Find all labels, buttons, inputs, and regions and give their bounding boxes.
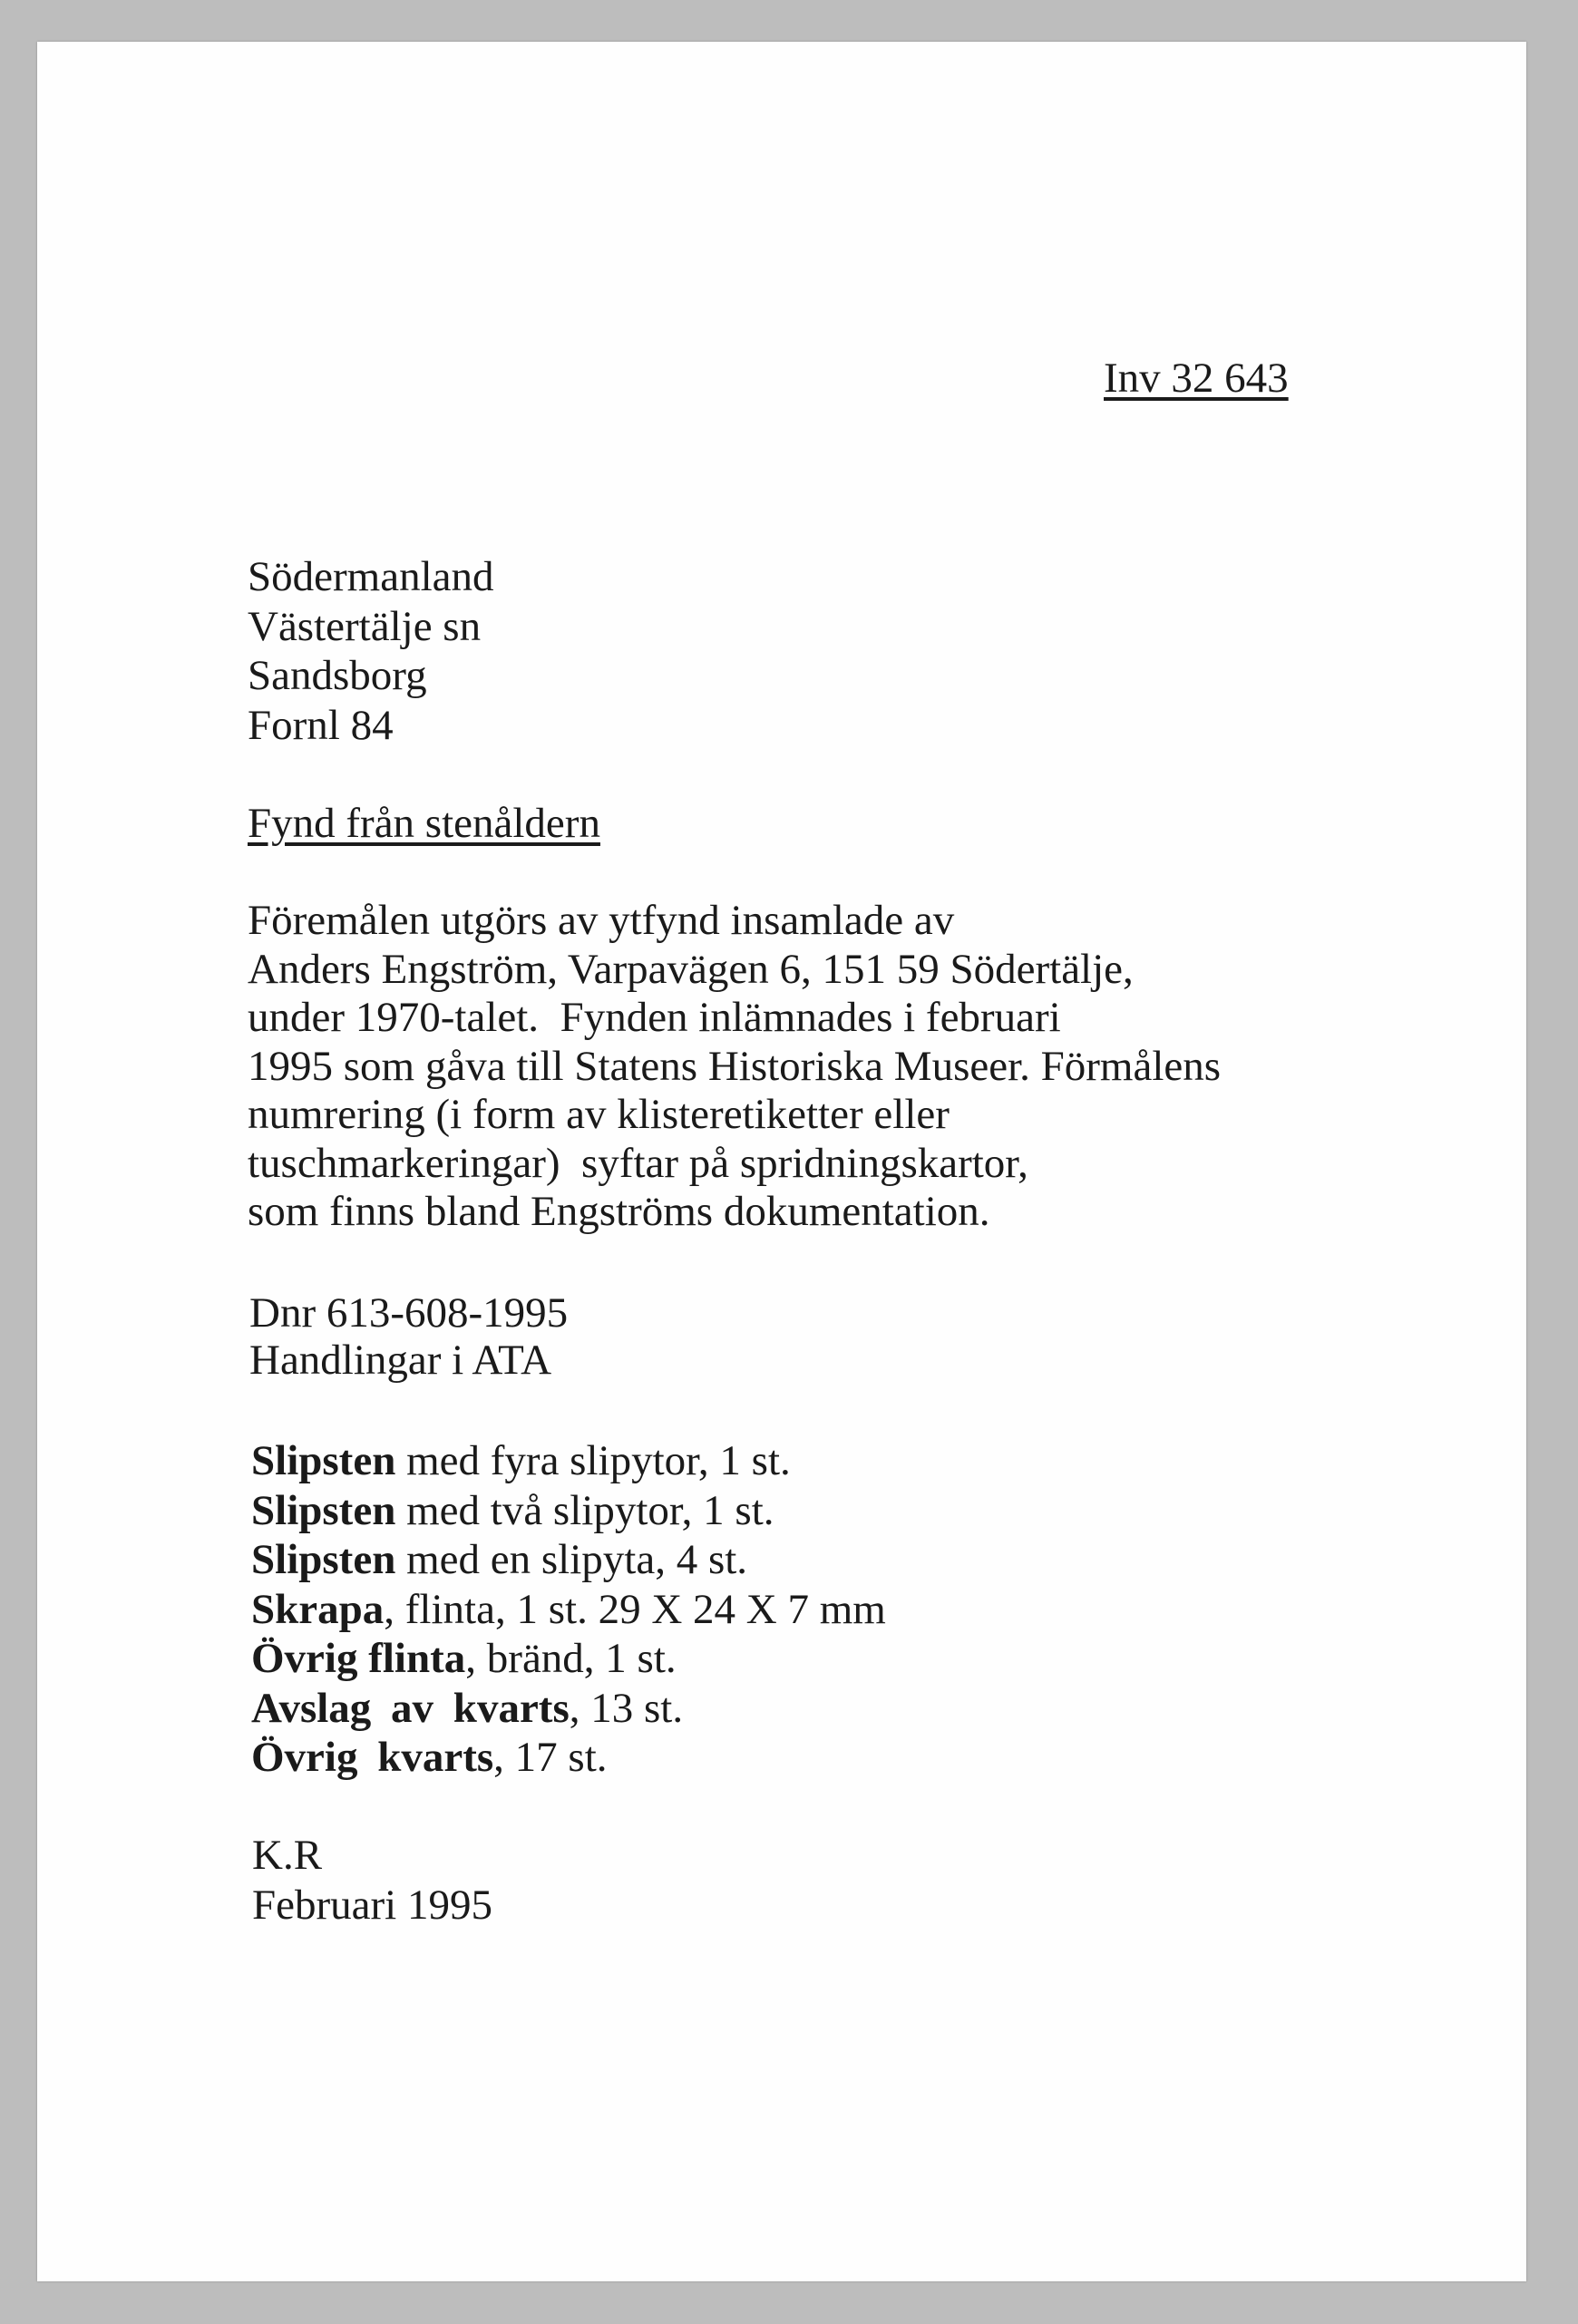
inventory-number: Inv 32 643 xyxy=(1104,355,1289,402)
references-block xyxy=(249,1288,568,1386)
site: Sandsborg xyxy=(248,652,427,699)
list-item: Övrig kvarts, 17 st. xyxy=(251,1734,608,1781)
paragraph-line: tuschmarkeringar) syftar på spridningskartor, xyxy=(248,1139,1028,1187)
parish: Västertälje sn xyxy=(248,602,482,650)
location-block xyxy=(248,552,494,750)
heading: Fynd från stenåldern xyxy=(248,800,600,847)
list-item: Slipsten med två slipytor, 1 st. xyxy=(251,1486,774,1534)
paragraph-line: 1995 som gåva till Statens Historiska Museer. Förmålens xyxy=(248,1042,1222,1090)
documents-note: Handlingar i ATA xyxy=(249,1337,552,1384)
paragraph-line: Föremålen utgörs av ytfynd insamlade av xyxy=(248,897,955,944)
province: Södermanland xyxy=(248,553,494,600)
paragraph-line: Anders Engström, Varpavägen 6, 151 59 Södertälje, xyxy=(248,945,1134,993)
description-paragraph xyxy=(248,897,1221,1237)
signature-block xyxy=(252,1831,492,1930)
heading-block xyxy=(248,799,600,849)
list-item: Övrig flinta, bränd, 1 st. xyxy=(251,1635,677,1682)
list-item: Slipsten med en slipyta, 4 st. xyxy=(251,1536,748,1583)
list-item: Skrapa, flinta, 1 st. 29 X 24 X 7 mm xyxy=(251,1585,886,1633)
paragraph-line: under 1970-talet. Fynden inlämnades i februari xyxy=(248,994,1061,1041)
list-item: Slipsten med fyra slipytor, 1 st. xyxy=(251,1437,791,1484)
items-list xyxy=(251,1436,886,1783)
ancient-monument: Fornl 84 xyxy=(248,701,394,749)
registry-number: Dnr 613-608-1995 xyxy=(249,1289,569,1337)
paragraph-line: numrering (i form av klisteretiketter eller xyxy=(248,1091,950,1138)
list-item: Avslag av kvarts, 13 st. xyxy=(251,1684,684,1732)
initials: K.R xyxy=(252,1832,323,1879)
date: Februari 1995 xyxy=(252,1881,492,1929)
paragraph-line: som finns bland Engströms dokumentation. xyxy=(248,1188,990,1235)
